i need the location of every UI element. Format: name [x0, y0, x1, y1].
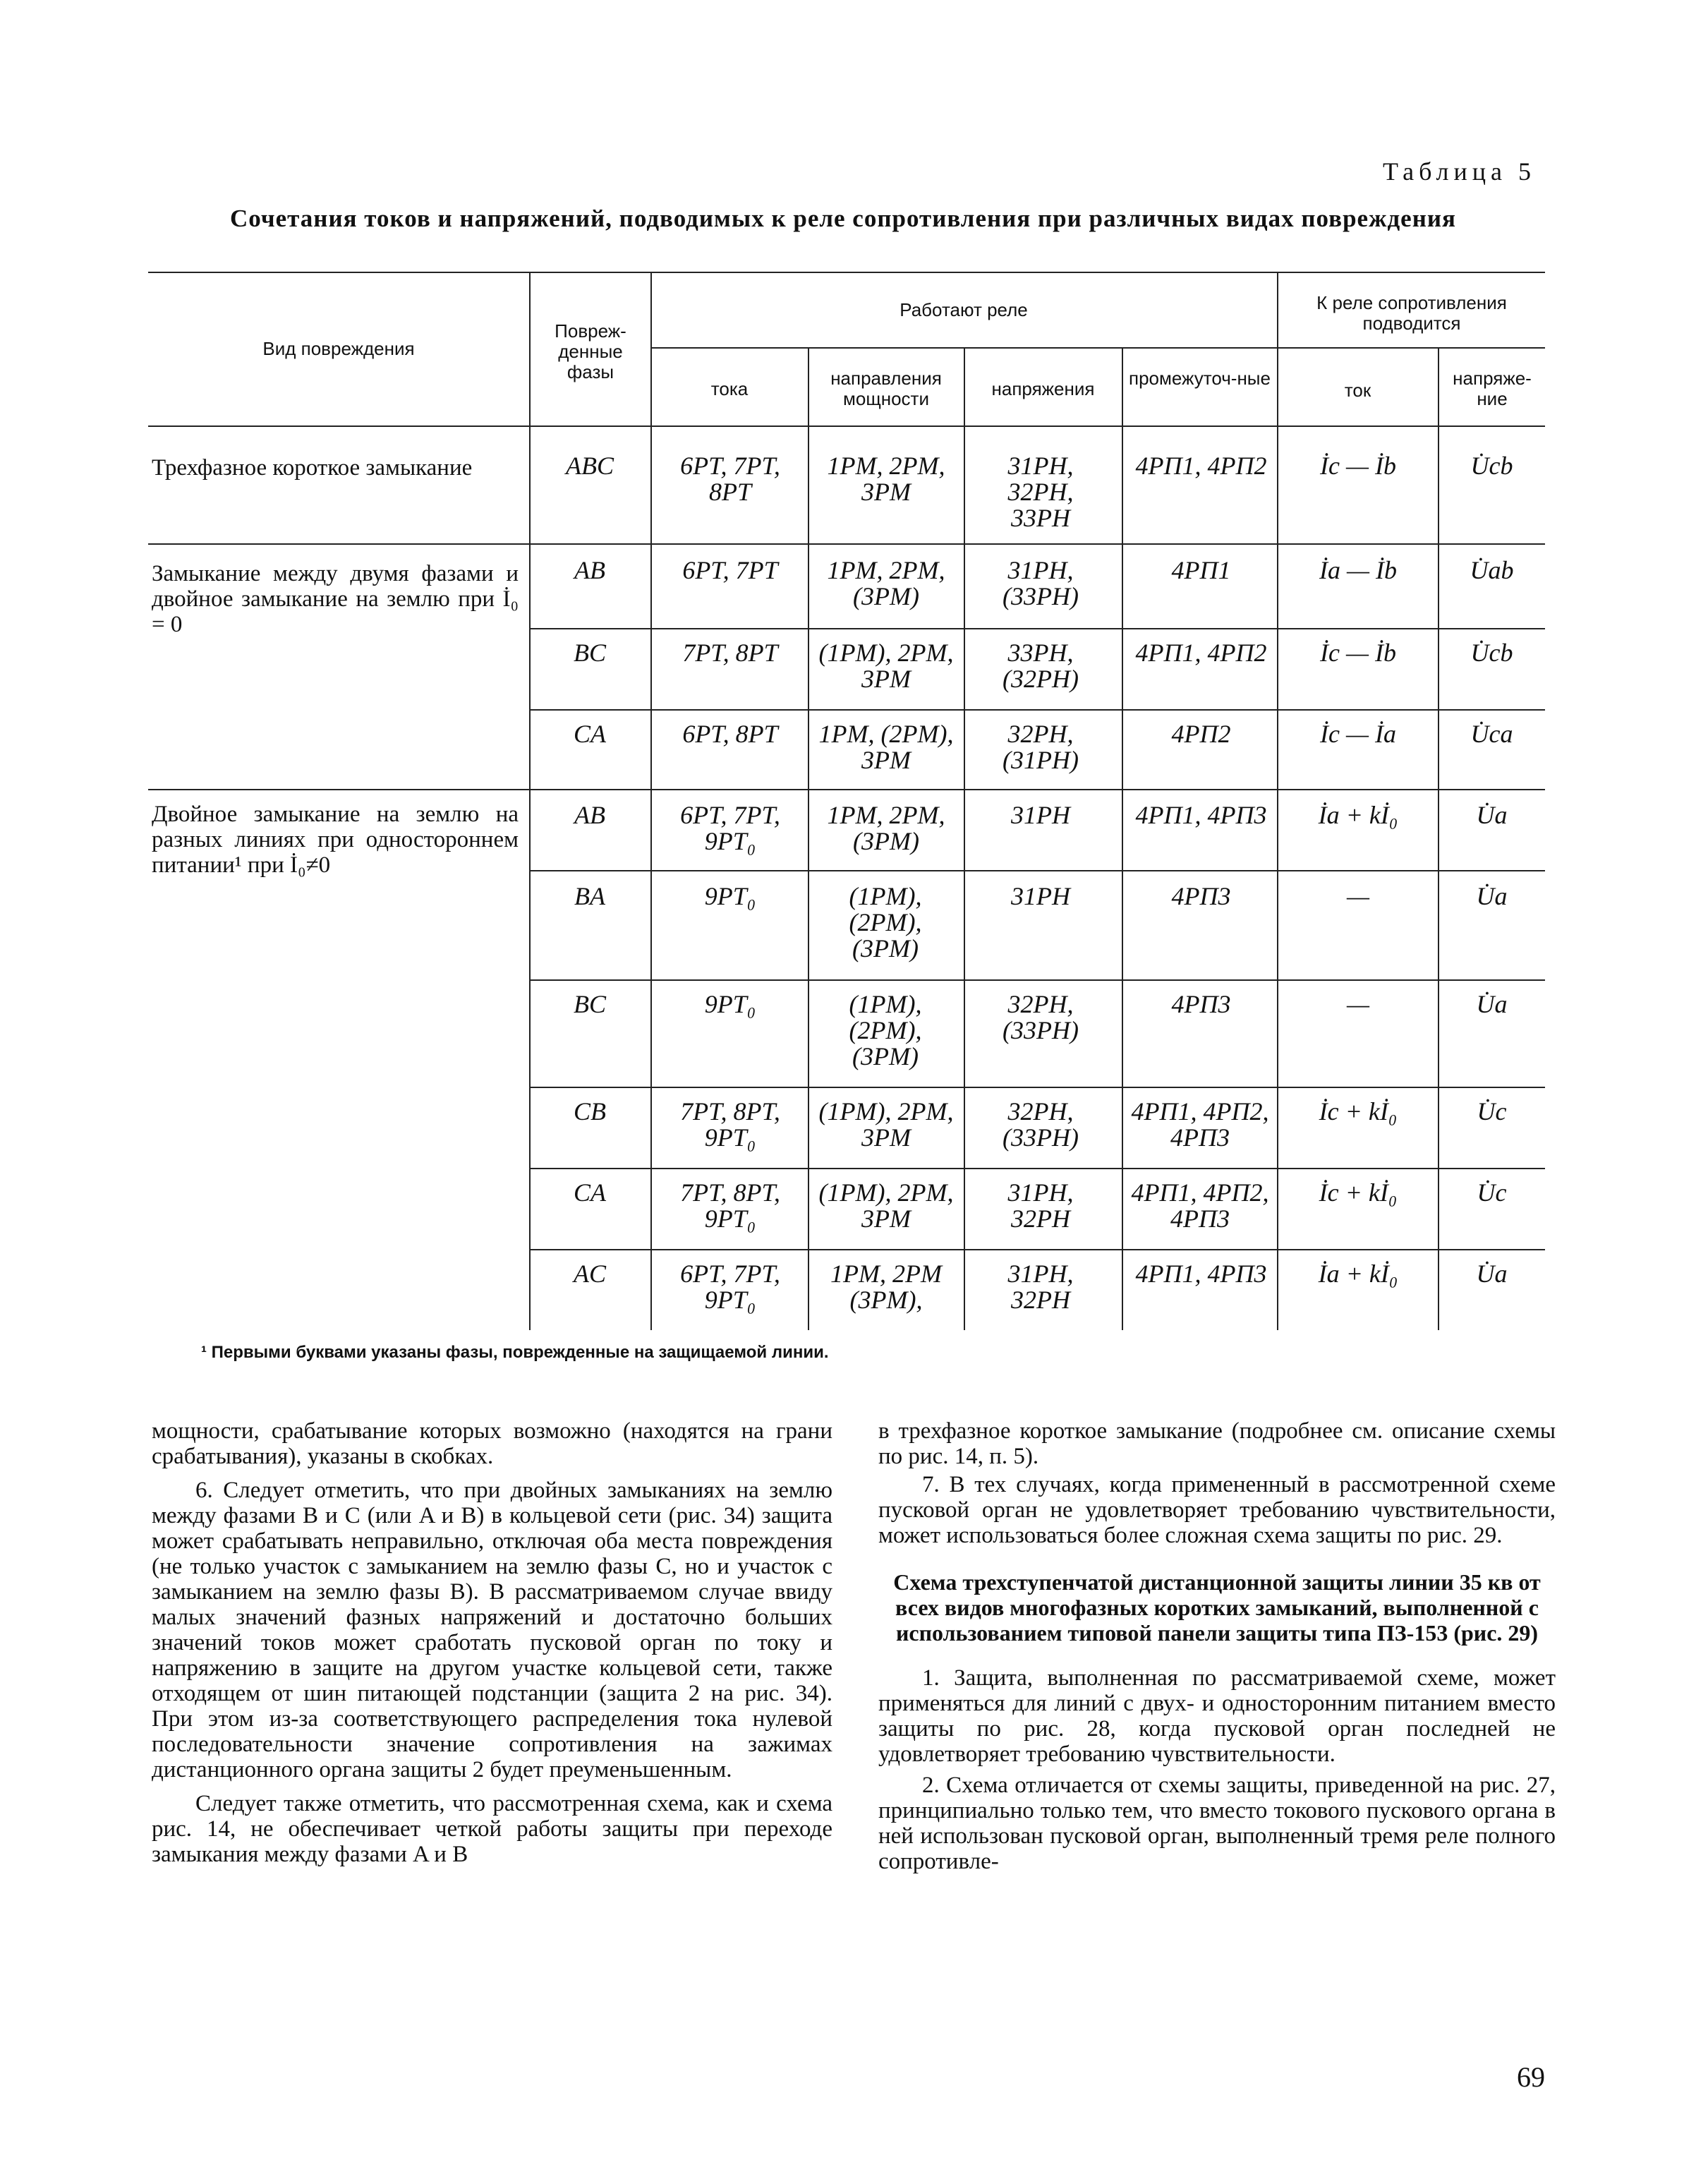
cell-current-supplied: İc + kİ₀	[1319, 1097, 1398, 1125]
cell-current-supplied: —	[1346, 990, 1369, 1018]
row-rule	[529, 1087, 1545, 1088]
cell-current-supplied: İa + kİ₀	[1318, 1260, 1398, 1288]
header-current: ток	[1344, 380, 1371, 401]
cell-voltage-relays: 31PH	[1011, 801, 1070, 829]
table-title: Сочетания токов и напряжений, подводимых к реле сопротивления при различных видах повреждения	[230, 205, 1456, 232]
cell-phases: BA	[574, 882, 605, 910]
cell-voltage-relays: 31PH, 32PH	[1007, 1260, 1074, 1314]
row-rule	[529, 1249, 1545, 1250]
header-voltage: напряжения	[991, 378, 1095, 399]
group-rule	[148, 789, 529, 790]
cell-phases: BC	[573, 639, 606, 667]
cell-intermediate-relays: 4PП1	[1171, 556, 1231, 584]
cell-voltage-relays: 32PH, (33PH)	[1003, 1097, 1079, 1152]
paragraph: мощности, срабатывание которых возможно (находятся на грани срабатывания), указаны в скобках.	[152, 1418, 832, 1469]
header-voltage-supplied: напряже-ние	[1453, 368, 1532, 409]
cell-phases: CB	[573, 1097, 606, 1125]
cell-intermediate-relays: 4PП1, 4PП2	[1135, 452, 1267, 480]
cell-direction-relays: 1PM, 2PM, 3PM	[827, 452, 945, 506]
right-column	[878, 1418, 1556, 1874]
header-supplied-group: К реле сопротивления подводится	[1316, 292, 1507, 334]
left-column	[152, 1418, 832, 1867]
cell-voltage-supplied: U̇cb	[1470, 639, 1513, 667]
cell-phases: ABC	[566, 452, 614, 480]
header-direction: направления мощности	[830, 368, 942, 409]
cell-direction-relays: (1PM), (2PM), (3PM)	[849, 990, 922, 1070]
cell-voltage-relays: 33PH, (32PH)	[1003, 639, 1079, 693]
cell-current-relays: 7PT, 8PT, 9PT₀	[680, 1178, 780, 1233]
cell-current-supplied: —	[1346, 882, 1369, 910]
row-rule	[529, 789, 1545, 790]
cell-direction-relays: (1PM), 2PM, 3PM	[818, 639, 954, 693]
paragraph: 2. Схема отличается от схемы защиты, приведенной на рис. 27, принципиально только тем, что вместо токового пускового органа в ней использован пусковой орган, выполненный тремя реле полного сопротивле-	[878, 1773, 1556, 1874]
table-footnote: ¹ Первыми буквами указаны фазы, поврежденные на защищаемой линии.	[201, 1343, 829, 1362]
cell-voltage-supplied: U̇cb	[1470, 452, 1513, 480]
page-number: 69	[1517, 2061, 1545, 2093]
cell-current-relays: 9PT₀	[704, 882, 756, 910]
cell-voltage-supplied: U̇ca	[1470, 720, 1513, 748]
cell-intermediate-relays: 4PП3	[1171, 882, 1231, 910]
cell-voltage-supplied: U̇a	[1476, 1260, 1508, 1288]
col-divider-5	[1122, 348, 1123, 1330]
cell-voltage-supplied: U̇c	[1477, 1097, 1507, 1125]
cell-intermediate-relays: 4PП1, 4PП2	[1135, 639, 1267, 667]
cell-voltage-relays: 31PH, 32PH	[1007, 1178, 1074, 1233]
cell-phases: AC	[573, 1260, 606, 1288]
cell-current-supplied: İc — İa	[1320, 720, 1396, 748]
cell-direction-relays: 1PM, 2PM, (3PM)	[827, 801, 945, 855]
col-divider-3	[808, 348, 809, 1330]
cell-direction-relays: 1PM, 2PM, (3PM)	[827, 556, 945, 610]
cell-current-supplied: İc — İb	[1320, 452, 1396, 480]
cell-direction-relays: 1PM, (2PM), 3PM	[818, 720, 954, 774]
header-phases: Повреж-денные фазы	[555, 320, 626, 382]
row-rule	[529, 870, 1545, 871]
cell-current-relays: 7PT, 8PT, 9PT₀	[680, 1097, 780, 1152]
section-heading: Схема трехступенчатой дистанционной защиты линии 35 кв от всех видов многофазных коротких замыканий, выполненной с использованием типовой панели защиты типа ПЗ-153 (рис. 29)	[893, 1569, 1541, 1646]
header-mid-rule-right	[1277, 347, 1545, 349]
cell-voltage-relays: 32PH, (33PH)	[1003, 990, 1079, 1044]
cell-intermediate-relays: 4PП3	[1171, 990, 1231, 1018]
cell-voltage-relays: 32PH, (31PH)	[1003, 720, 1079, 774]
paragraph: 6. Следует отметить, что при двойных замыканиях на землю между фазами B и C (или A и B) в кольцевой сети (рис. 34) защита может срабатывать неправильно, отключая оба места повреждения (не только участок с замыканием на землю фазы C, но и участок с замыканием на землю фазы B). В рассматриваемом случае ввиду малых значений фазных напряжений и достаточно больших значений токов может сработать пусковой орган по току и напряжению в защите на другом участке кольцевой сети, также отходящем от шин питающей подстанции (защита 2 на рис. 34). При этом из-за соответствующего распределения тока нулевой последовательности значение сопротивления на зажимах дистанционного органа защиты 2 будет преуменьшенным.	[152, 1478, 832, 1782]
cell-current-relays: 9PT₀	[704, 990, 756, 1018]
cell-current-supplied: İc + kİ₀	[1319, 1178, 1398, 1207]
table-label: Таблица 5	[1383, 157, 1536, 186]
cell-direction-relays: (1PM), 2PM, 3PM	[818, 1097, 954, 1152]
cell-voltage-supplied: U̇a	[1476, 801, 1508, 829]
group-rule	[148, 543, 529, 545]
cell-phases: BC	[573, 990, 606, 1018]
row-rule	[529, 709, 1545, 711]
cell-phases: AB	[574, 801, 605, 829]
cell-current-relays: 7PT, 8PT	[682, 639, 778, 667]
cell-current-relays: 6PT, 8PT	[682, 720, 778, 748]
cell-phases: AB	[574, 556, 605, 584]
cell-voltage-supplied: U̇a	[1476, 990, 1508, 1018]
paragraph: Следует также отметить, что рассмотренная схема, как и схема рис. 14, не обеспечивает четкой работы защиты при переходе замыкания между фазами A и B	[152, 1791, 832, 1867]
cell-intermediate-relays: 4PП1, 4PП2, 4PП3	[1131, 1097, 1269, 1152]
col-divider-7	[1438, 348, 1439, 1330]
header-current-relay: тока	[710, 378, 749, 399]
cell-current-relays: 6PT, 7PT, 9PT₀	[680, 1260, 780, 1314]
cell-phases: CA	[573, 1178, 606, 1207]
cell-voltage-supplied: U̇a	[1476, 882, 1508, 910]
cell-voltage-supplied: U̇c	[1477, 1178, 1507, 1207]
row-rule	[529, 628, 1545, 629]
col-divider-6	[1277, 272, 1278, 1330]
cell-current-relays: 6PT, 7PT, 8PT	[680, 452, 780, 506]
group-description-three-phase: Трехфазное короткое замыкание	[152, 455, 473, 481]
cell-intermediate-relays: 4PП1, 4PП2, 4PП3	[1131, 1178, 1269, 1233]
cell-voltage-relays: 31PH, 32PH, 33PH	[1007, 452, 1074, 532]
cell-intermediate-relays: 4PП1, 4PП3	[1135, 1260, 1267, 1288]
cell-voltage-relays: 31PH	[1011, 882, 1070, 910]
cell-direction-relays: (1PM), 2PM, 3PM	[818, 1178, 954, 1233]
col-divider-2	[650, 272, 652, 1330]
cell-intermediate-relays: 4PП1, 4PП3	[1135, 801, 1267, 829]
paragraph: 1. Защита, выполненная по рассматриваемой схеме, может применяться для линий с двух- и односторонним питанием вместо защиты по рис. 28, когда пусковой орган последней не удовлетворяет требованию чувствительности.	[878, 1665, 1556, 1767]
cell-voltage-supplied: U̇ab	[1470, 556, 1514, 584]
row-rule	[529, 1168, 1545, 1169]
cell-phases: CA	[573, 720, 606, 748]
row-rule	[529, 979, 1545, 981]
cell-current-supplied: İa — İb	[1319, 556, 1397, 584]
cell-voltage-relays: 31PH, (33PH)	[1003, 556, 1079, 610]
col-divider-1	[529, 272, 531, 1330]
header-intermediate: промежуточ-ные	[1129, 368, 1271, 389]
header-kind: Вид повреждения	[262, 338, 415, 359]
cell-current-relays: 6PT, 7PT	[682, 556, 778, 584]
cell-current-supplied: İa + kİ₀	[1318, 801, 1398, 829]
group-description-double-earth: Двойное замыкание на землю на разных линиях при одностороннем питании¹ при İ₀≠0	[152, 802, 519, 878]
cell-intermediate-relays: 4PП2	[1171, 720, 1231, 748]
paragraph: в трехфазное короткое замыкание (подробнее см. описание схемы по рис. 14, п. 5).	[878, 1418, 1556, 1469]
col-divider-4	[964, 348, 965, 1330]
table-top-rule	[148, 272, 1545, 273]
group-description-two-phase: Замыкание между двумя фазами и двойное замыкание на землю при İ₀ = 0	[152, 561, 519, 637]
cell-current-relays: 6PT, 7PT, 9PT₀	[680, 801, 780, 855]
cell-direction-relays: 1PM, 2PM (3PM),	[830, 1260, 942, 1314]
paragraph: 7. В тех случаях, когда примененный в рассмотренной схеме пусковой орган не удовлетворяет требованию чувствительности, может использоваться более сложная схема защиты по рис. 29.	[878, 1472, 1556, 1548]
cell-current-supplied: İc — İb	[1320, 639, 1396, 667]
row-rule	[529, 543, 1545, 545]
header-bottom-rule	[148, 425, 1545, 427]
cell-direction-relays: (1PM), (2PM), (3PM)	[849, 882, 922, 962]
header-relays-group: Работают реле	[900, 299, 1028, 320]
